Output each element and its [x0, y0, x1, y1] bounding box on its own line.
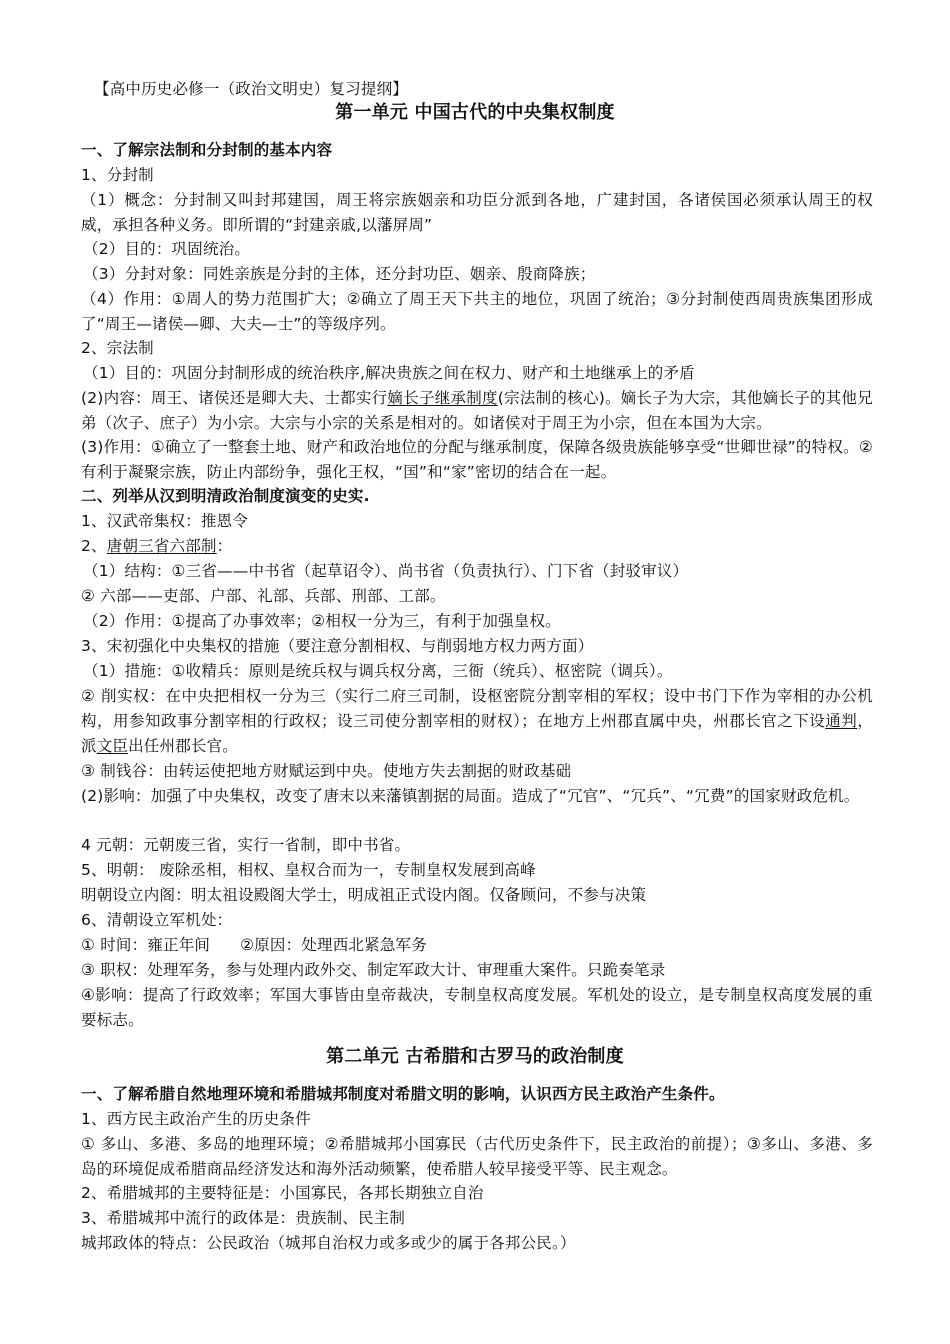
zongfa-heading: 2、宗法制 [81, 339, 154, 357]
qing-time: ① 时间：雍正年间 [81, 936, 211, 954]
song-wenchen-underlined: 文臣 [96, 737, 129, 755]
song-heading: 3、宋初强化中央集权的措施（要注意分割相权、与削弱地方权力两方面） [81, 637, 594, 655]
zongfa-purpose: （1）目的：巩固分封制形成的统治秩序,解决贵族之间在权力、财产和土地继承上的矛盾 [83, 364, 695, 382]
tang-structure: （1）结构：①三省——中书省（起草诏令）、尚书省（负责执行）、门下省（封驳审议） [83, 562, 689, 580]
song-measure-3: ③ 制钱谷：由转运使把地方财赋运到中央。使地方失去割据的财政基础 [81, 762, 572, 780]
fenfeng-heading: 1、分封制 [81, 166, 154, 184]
unit1-title: 第一单元 中国古代的中央集权制度 [335, 102, 615, 123]
song-measure-2-c: 出任州郡长官。 [128, 737, 239, 755]
zongfa-content-underlined: 嫡长子继承制度 [387, 389, 498, 407]
tang-heading [81, 534, 873, 559]
qing-time-reason [81, 933, 873, 958]
han-item: 1、汉武帝集权：推恩令 [81, 512, 249, 530]
song-tongpan-underlined: 通判 [825, 712, 858, 730]
tang-six-ministries: ② 六部——吏部、户部、礼部、兵部、刑部、工部。 [81, 587, 446, 605]
fenfeng-concept: （1）概念：分封制又叫封邦建国，周王将宗族姻亲和功臣分派到各地，广建封国，各诸侯国必须承认周王的权威，承担各种义务。即所谓的“封建亲戚,以藩屏周” [81, 191, 873, 234]
document-header: 【高中历史必修一（政治文明史）复习提纲】 [94, 80, 409, 98]
song-effect: (2)影响：加强了中央集权，改变了唐末以来藩镇割据的局面。造成了“冗官”、“冗兵”、“冗费”的国家财政危机。 [81, 787, 860, 805]
tang-effect: （2）作用：①提高了办事效率；②相权一分为三，有利于加强皇权。 [83, 612, 561, 630]
fenfeng-targets: （3）分封对象：同姓亲族是分封的主体，还分封功臣、姻亲、殷商降族； [83, 265, 596, 283]
zongfa-content [81, 386, 873, 436]
conditions-text: ① 多山、多港、多岛的地理环境；②希腊城邦小国寡民（古代历史条件下，民主政治的前提）；③多山、多港、多岛的环境促成希腊商品经济发达和海外活动频繁，使希腊人较早接受平等、民主观念。 [81, 1135, 873, 1178]
qing-effect: ④影响：提高了行政效率；军国大事皆由皇帝裁决，专制皇权高度发展。军机处的设立，是专制皇权高度发展的重要标志。 [81, 986, 873, 1029]
yuan-item: 4 元朝：元朝废三省，实行一省制，即中书省。 [81, 836, 411, 854]
song-measure-2-a: ② 削实权：在中央把相权一分为三（实行二府三司制，设枢密院分割宰相的军权；设中书门下作为宰相的办公机构，用参知政事分割宰相的行政权；设三司使分割宰相的财权）；在地方上州郡直属中央，州郡长官之下设 [81, 687, 873, 730]
polis-polity: 3、希腊城邦中流行的政体是：贵族制、民主制 [81, 1209, 406, 1227]
tang-suffix: ： [216, 537, 233, 555]
qing-power: ③ 职权：处理军务，参与处理内政外交、制定军政大计、审理重大案件。只跪奏笔录 [81, 961, 666, 979]
ming-item: 5、明朝： 废除丞相，相权、皇权合而为一，专制皇权发展到高峰 [81, 861, 536, 879]
fenfeng-purpose: （2）目的：巩固统治。 [83, 240, 251, 258]
unit1-section1-heading: 一、了解宗法制和分封制的基本内容 [81, 141, 333, 159]
conditions-heading: 1、西方民主政治产生的历史条件 [81, 1110, 311, 1128]
tang-heading-underlined: 唐朝三省六部制 [106, 537, 217, 555]
zongfa-content-b: (宗法制的核心)。嫡长子为大宗，其他嫡长子的其他兄弟（次子、庶子）为小宗。大宗与小宗的关系是相对的。如诸侯对于周王为小宗，但在本国为大宗。 [81, 389, 873, 432]
polis-polity-feature: 城邦政体的特点：公民政治（城邦自治权力或多或少的属于各邦公民。） [81, 1234, 576, 1252]
unit2-section1-heading: 一、了解希腊自然地理环境和希腊城邦制度对希腊文明的影响，认识西方民主政治产生条件。 [81, 1085, 725, 1103]
qing-reason: ②原因：处理西北紧急军务 [240, 936, 427, 954]
song-measure-2 [81, 684, 873, 759]
unit2-title: 第二单元 古希腊和古罗马的政治制度 [326, 1046, 624, 1067]
polis-feature: 2、希腊城邦的主要特征是：小国寡民，各邦长期独立自治 [81, 1184, 484, 1202]
fenfeng-effect: （4）作用：①周人的势力范围扩大；②确立了周王天下共主的地位，巩固了统治；③分封制使西周贵族集团形成了“周王—诸侯—卿、大夫—士”的等级序列。 [81, 290, 873, 333]
song-measure-2-b: ，派 [81, 712, 874, 755]
tang-prefix: 2、 [81, 537, 107, 555]
song-measure-1: （1）措施：①收精兵：原则是统兵权与调兵权分离，三衙（统兵）、枢密院（调兵）。 [83, 662, 673, 680]
zongfa-effect: (3)作用：①确立了一整套土地、财产和政治地位的分配与继承制度，保障各级贵族能够享受“世卿世禄”的特权。②有利于凝聚宗族，防止内部纷争，强化王权，“国”和“家”密切的结合在一起。 [81, 438, 873, 481]
unit1-section2-heading: 二、列举从汉到明清政治制度演变的史实. [81, 487, 370, 505]
qing-heading: 6、清朝设立军机处： [81, 911, 233, 929]
ming-neige: 明朝设立内阁：明太祖设殿阁大学士，明成祖正式设内阁。仅备顾问，不参与决策 [81, 886, 647, 904]
zongfa-content-a: (2)内容：周王、诸侯还是卿大夫、士都实行 [81, 389, 388, 407]
